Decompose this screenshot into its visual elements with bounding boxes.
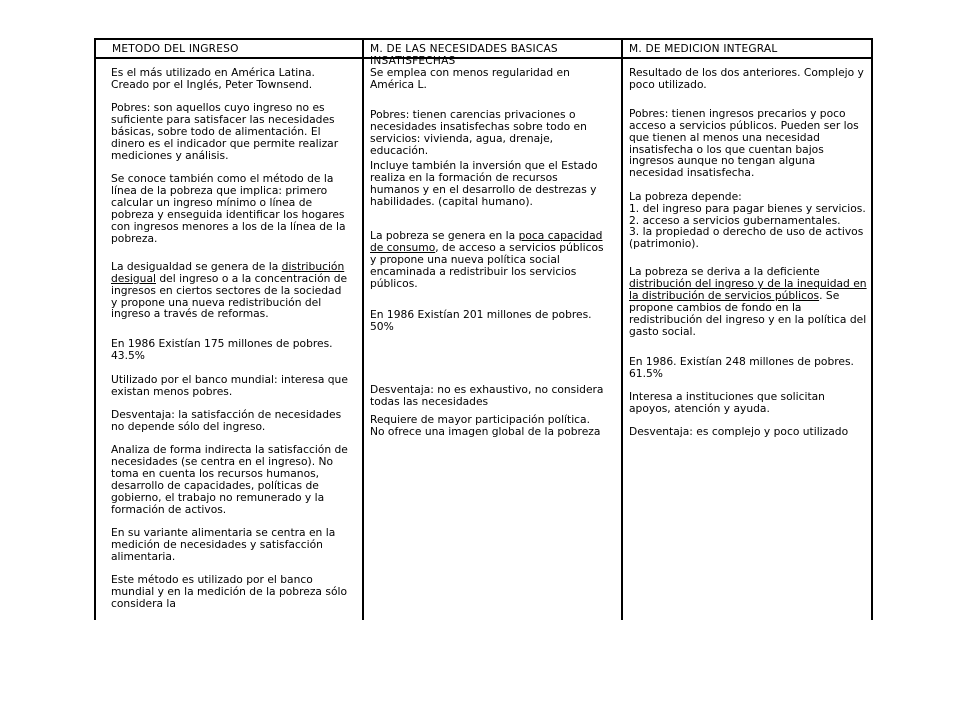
- text-span: , de acceso a servicios públicos y propone una nueva política social encaminada a redistribuir los servicios públicos.: [370, 240, 604, 290]
- column-divider-2: [621, 40, 623, 620]
- underlined-text: poca capacidad de consumo: [370, 229, 603, 254]
- paragraph: En su variante alimentaria se centra en la medición de necesidades y satisfacción alimentaria.: [111, 526, 336, 563]
- paragraph: [111, 261, 351, 321]
- paragraph: Desventaja: la satisfacción de necesidades no depende sólo del ingreso.: [111, 407, 342, 433]
- paragraph: Utilizado por el banco mundial: interesa que existan menos pobres.: [111, 372, 348, 398]
- list-item: 3. la propiedad o derecho de uso de activos (patrimonio).: [629, 225, 864, 251]
- underlined-text: distribución del ingreso y de la inequidad en la distribución de servicios públicos: [629, 277, 867, 303]
- header-metodo-ingreso: METODO DEL INGRESO: [112, 43, 239, 55]
- paragraph: Interesa a instituciones que solicitan apoyos, atención y ayuda.: [629, 390, 825, 415]
- paragraph: Analiza de forma indirecta la satisfacción de necesidades (se centra en el ingreso). No toma en cuenta los recursos humanos, desarrollo de capacidades, políticas de gobierno, el trabajo no remunerado y la formación de activos.: [111, 443, 348, 516]
- list-intro: La pobreza depende:: [629, 189, 742, 203]
- text-span: La pobreza se genera en la: [370, 229, 519, 243]
- header-medicion-integral: M. DE MEDICION INTEGRAL: [629, 43, 778, 55]
- column-divider-1: [362, 40, 364, 620]
- paragraph: [629, 266, 869, 337]
- paragraph: No ofrece una imagen global de la pobreza: [370, 425, 601, 439]
- text-span: La pobreza se deriva a la deficiente: [629, 265, 820, 279]
- paragraph: Desventaja: es complejo y poco utilizado: [629, 425, 849, 439]
- paragraph: [370, 230, 610, 290]
- paragraph: Pobres: son aquellos cuyo ingreso no es suficiente para satisfacer las necesidades básicas, sobre todo de alimentación. El dinero es el indicador que permite realizar mediciones y análisis.: [111, 101, 339, 162]
- paragraph: Pobres: tienen ingresos precarios y poco acceso a servicios públicos. Pueden ser los que tienen al menos una necesidad insatisfecha o los que cuentan bajos ingresos aunque no tengan alguna necesidad insatisfecha.: [629, 106, 859, 180]
- paragraph: Requiere de mayor participación política.: [370, 413, 590, 427]
- paragraph: En 1986 Existían 175 millones de pobres. 43.5%: [111, 337, 333, 363]
- comparison-table: [94, 38, 873, 620]
- header-necesidades-basicas: M. DE LAS NECESIDADES BASICAS INSATISFECHAS: [370, 43, 558, 67]
- paragraph: Se emplea con menos regularidad en América L.: [370, 66, 570, 91]
- paragraph: Resultado de los dos anteriores. Complejo y poco utilizado.: [629, 66, 864, 91]
- underlined-text: distribución desigual: [111, 259, 345, 285]
- paragraph: Incluye también la inversión que el Estado realiza en la formación de recursos humanos y en el desarrollo de destrezas y habilidades. (capital humano).: [370, 159, 598, 209]
- list-item: 1. del ingreso para pagar bienes y servicios.: [629, 201, 866, 215]
- column-metodo-ingreso: [111, 67, 351, 620]
- paragraph: Pobres: tienen carencias privaciones o necesidades insatisfechas sobre todo en servicios: vivienda, agua, drenaje, educación.: [370, 107, 587, 157]
- paragraph: En 1986. Existían 248 millones de pobres. 61.5%: [629, 354, 854, 380]
- text-span: del ingreso o a la concentración de ingresos en ciertos sectores de la sociedad y propone una nueva redistribución del ingreso a través de reformas.: [111, 271, 348, 321]
- text-span: . Se propone cambios de fondo en la redistribución del ingreso y en la política del gasto social.: [629, 289, 867, 338]
- list-item: 2. acceso a servicios gubernamentales.: [629, 213, 841, 227]
- paragraph: [629, 191, 869, 251]
- paragraph: En 1986 Existían 201 millones de pobres. 50%: [370, 307, 592, 333]
- column-medicion-integral: [629, 67, 869, 450]
- text-span: La desigualdad se genera de la: [111, 259, 282, 273]
- paragraph: Se conoce también como el método de la línea de la pobreza que implica: primero calcular un ingreso mínimo o línea de pobreza y enseguida identificar los hogares con ingresos menores a los de la línea de la pobreza.: [111, 172, 346, 245]
- paragraph: Este método es utilizado por el banco mundial y en la medición de la pobreza sólo considera la: [111, 573, 347, 611]
- column-necesidades-basicas: [370, 67, 610, 450]
- paragraph: Desventaja: no es exhaustivo, no considera todas las necesidades: [370, 383, 604, 409]
- paragraph: Es el más utilizado en América Latina. Creado por el Inglés, Peter Townsend.: [111, 66, 315, 91]
